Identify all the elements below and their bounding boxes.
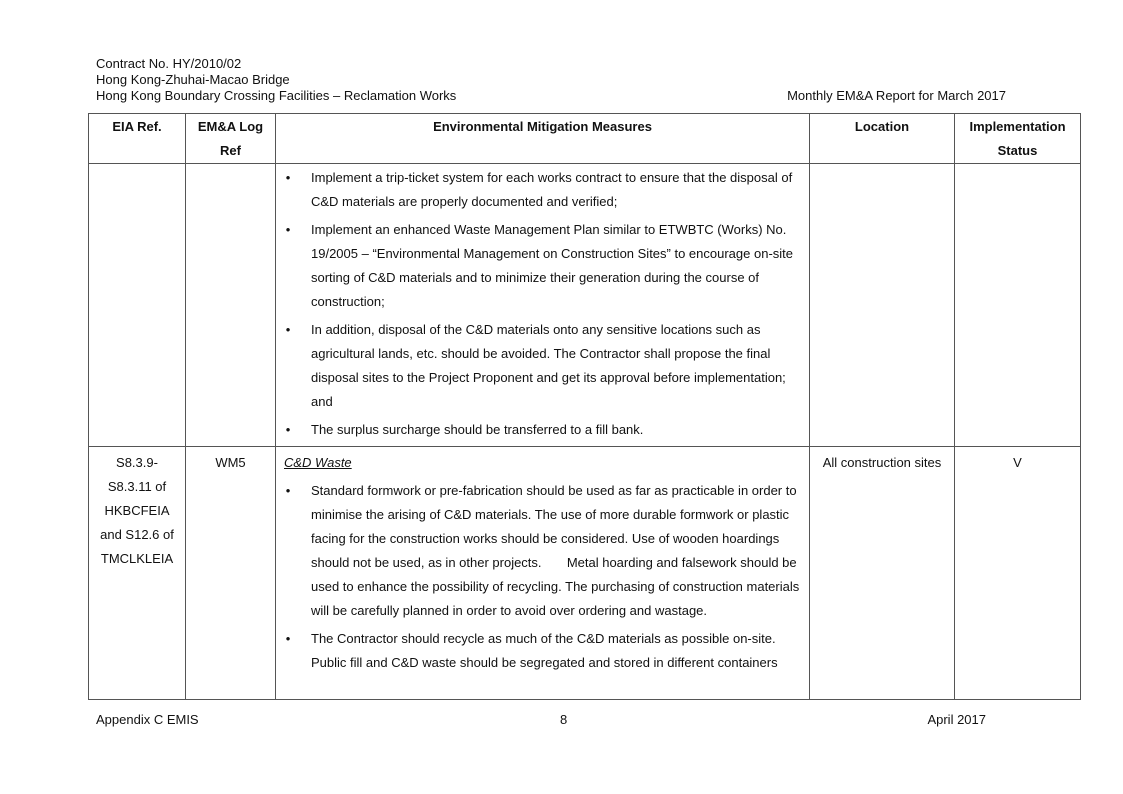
bullet-icon: • bbox=[285, 483, 291, 498]
footer-date: April 2017 bbox=[927, 712, 986, 727]
cell-ema-log-ref bbox=[186, 164, 276, 447]
cell-location bbox=[810, 164, 955, 447]
cell-eia-ref: S8.3.9- S8.3.11 of HKBCFEIA and S12.6 of TMCLKLEIA bbox=[89, 447, 186, 700]
table-header-row bbox=[89, 114, 1081, 164]
table-row bbox=[89, 164, 1081, 447]
report-title: Monthly EM&A Report for March 2017 bbox=[787, 88, 1006, 103]
cell-measures bbox=[276, 447, 810, 700]
list-item: • The Contractor should recycle as much of the C&D materials as possible on-site. Public fill and C&D waste should be segregated and stored in different containers bbox=[284, 627, 801, 675]
header-status: Implementation Status bbox=[955, 114, 1081, 164]
footer-appendix: Appendix C EMIS bbox=[96, 712, 199, 727]
cell-status bbox=[955, 164, 1081, 447]
list-item: • In addition, disposal of the C&D materials onto any sensitive locations such as agricultural lands, etc. should be avoided. The Contractor shall propose the final disposal sites to the Project Proponent and get its approval before implementation; and bbox=[284, 318, 801, 414]
header-eia-ref: EIA Ref. bbox=[89, 114, 186, 164]
list-item: • Standard formwork or pre-fabrication should be used as far as practicable in order to minimise the arising of C&D materials. The use of more durable formwork or plastic facing for the construction works should be considered. Use of wooden hoardings should not be used, as in other projects. Metal hoarding and falsework should be used to enhance the possibility of recycling. The purchasing of construction materials will be carefully planned in order to avoid over ordering and wastage. bbox=[284, 479, 801, 623]
cell-ema-log-ref: WM5 bbox=[186, 447, 276, 700]
page-footer bbox=[96, 712, 986, 728]
project-name: Hong Kong-Zhuhai-Macao Bridge bbox=[96, 72, 290, 87]
page-number: 8 bbox=[560, 712, 568, 727]
bullet-icon: • bbox=[285, 222, 291, 237]
header-location: Location bbox=[810, 114, 955, 164]
cell-measures bbox=[276, 164, 810, 447]
cell-status: V bbox=[955, 447, 1081, 700]
list-item: • Implement an enhanced Waste Management Plan similar to ETWBTC (Works) No. 19/2005 – “Environmental Management on Construction Sites” to encourage on-site sorting of C&D materials and to minimize their generation during the course of construction; bbox=[284, 218, 801, 314]
bullet-icon: • bbox=[285, 631, 291, 646]
cell-eia-ref bbox=[89, 164, 186, 447]
header-ema-log-ref: EM&A Log Ref bbox=[186, 114, 276, 164]
bullet-icon: • bbox=[285, 322, 291, 337]
bullet-icon: • bbox=[285, 422, 291, 437]
bullet-icon: • bbox=[285, 170, 291, 185]
measures-list bbox=[284, 166, 801, 442]
measures-list bbox=[284, 479, 801, 675]
list-item: • The surplus surcharge should be transferred to a fill bank. bbox=[284, 418, 801, 442]
table-row bbox=[89, 447, 1081, 700]
header-measures: Environmental Mitigation Measures bbox=[276, 114, 810, 164]
works-name: Hong Kong Boundary Crossing Facilities – Reclamation Works bbox=[96, 88, 457, 103]
mitigation-measures-table bbox=[88, 113, 1081, 700]
list-item: • Implement a trip-ticket system for each works contract to ensure that the disposal of C&D materials are properly documented and verified; bbox=[284, 166, 801, 214]
contract-number: Contract No. HY/2010/02 bbox=[96, 56, 242, 71]
cell-location: All construction sites bbox=[810, 447, 955, 700]
page-header bbox=[96, 56, 1006, 104]
subheading-cd-waste: C&D Waste bbox=[284, 455, 352, 470]
